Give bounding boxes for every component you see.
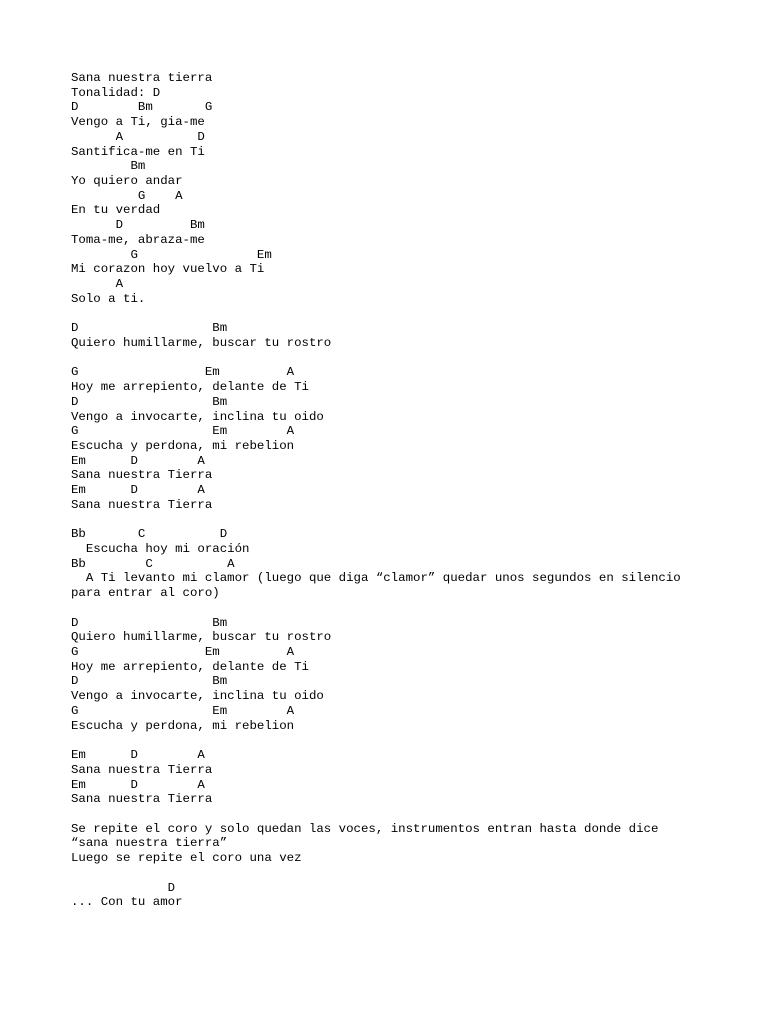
song-line: G Em A <box>71 424 295 439</box>
blank-line <box>71 307 761 322</box>
song-line: G Em A <box>71 365 295 380</box>
blank-line <box>71 513 761 528</box>
song-line: Yo quiero andar <box>71 174 183 189</box>
song-line: Bm <box>71 159 146 174</box>
song-line: Sana nuestra Tierra <box>71 497 213 512</box>
song-line: ... Con tu amor <box>71 895 183 910</box>
song-line: Santifica-me en Ti <box>71 144 205 159</box>
song-line: En tu verdad <box>71 203 161 218</box>
lyrics-body <box>71 100 761 910</box>
song-line: Escucha y perdona, mi rebelion <box>71 718 295 733</box>
song-line: Mi corazon hoy vuelvo a Ti <box>71 262 265 277</box>
song-line: Vengo a invocarte, inclina tu oido <box>71 409 324 424</box>
song-key: Tonalidad: D <box>71 85 161 100</box>
song-line: Bb C A <box>71 556 235 571</box>
song-line: Em D A <box>71 748 205 763</box>
song-line: Sana nuestra Tierra <box>71 762 213 777</box>
song-line: Sana nuestra Tierra <box>71 468 213 483</box>
blank-line <box>71 807 761 822</box>
song-line: para entrar al coro) <box>71 586 220 601</box>
song-line: Bb C D <box>71 527 228 542</box>
song-line: G A <box>71 188 183 203</box>
song-line: D Bm G <box>71 100 213 115</box>
song-line: G Em <box>71 247 272 262</box>
blank-line <box>71 733 761 748</box>
song-line: “sana nuestra tierra” <box>71 836 228 851</box>
song-line: Hoy me arrepiento, delante de Ti <box>71 380 309 395</box>
song-line: D Bm <box>71 321 228 336</box>
song-line: G Em A <box>71 703 295 718</box>
song-line: A Ti levanto mi clamor (luego que diga “clamor” quedar unos segundos en silencio <box>71 571 681 586</box>
song-line: Em D A <box>71 483 205 498</box>
song-title: Sana nuestra tierra <box>71 71 213 85</box>
song-line: A <box>71 277 124 292</box>
song-line: Quiero humillarme, buscar tu rostro <box>71 335 332 350</box>
song-sheet <box>71 71 761 910</box>
song-line: Hoy me arrepiento, delante de Ti <box>71 659 309 674</box>
song-line: Luego se repite el coro una vez <box>71 851 302 866</box>
blank-line <box>71 866 761 881</box>
song-line: Vengo a Ti, gia-me <box>71 115 205 130</box>
song-line: Escucha y perdona, mi rebelion <box>71 438 295 453</box>
song-line: D Bm <box>71 674 228 689</box>
song-line: Se repite el coro y solo quedan las voces, instrumentos entran hasta donde dice <box>71 821 659 836</box>
song-line: D Bm <box>71 615 228 630</box>
blank-line <box>71 601 761 616</box>
song-line: D <box>71 880 176 895</box>
song-line: G Em A <box>71 645 295 660</box>
song-line: Escucha hoy mi oración <box>71 542 250 556</box>
blank-line <box>71 351 761 366</box>
song-line: Em D A <box>71 453 205 468</box>
song-line: Toma-me, abraza-me <box>71 232 205 247</box>
song-line: Vengo a invocarte, inclina tu oido <box>71 689 324 704</box>
song-line: Em D A <box>71 777 205 792</box>
song-line: A D <box>71 129 205 144</box>
song-line: D Bm <box>71 218 205 233</box>
song-line: Solo a ti. <box>71 291 146 306</box>
song-line: D Bm <box>71 394 228 409</box>
song-line: Quiero humillarme, buscar tu rostro <box>71 630 332 645</box>
song-line: Sana nuestra Tierra <box>71 792 213 807</box>
